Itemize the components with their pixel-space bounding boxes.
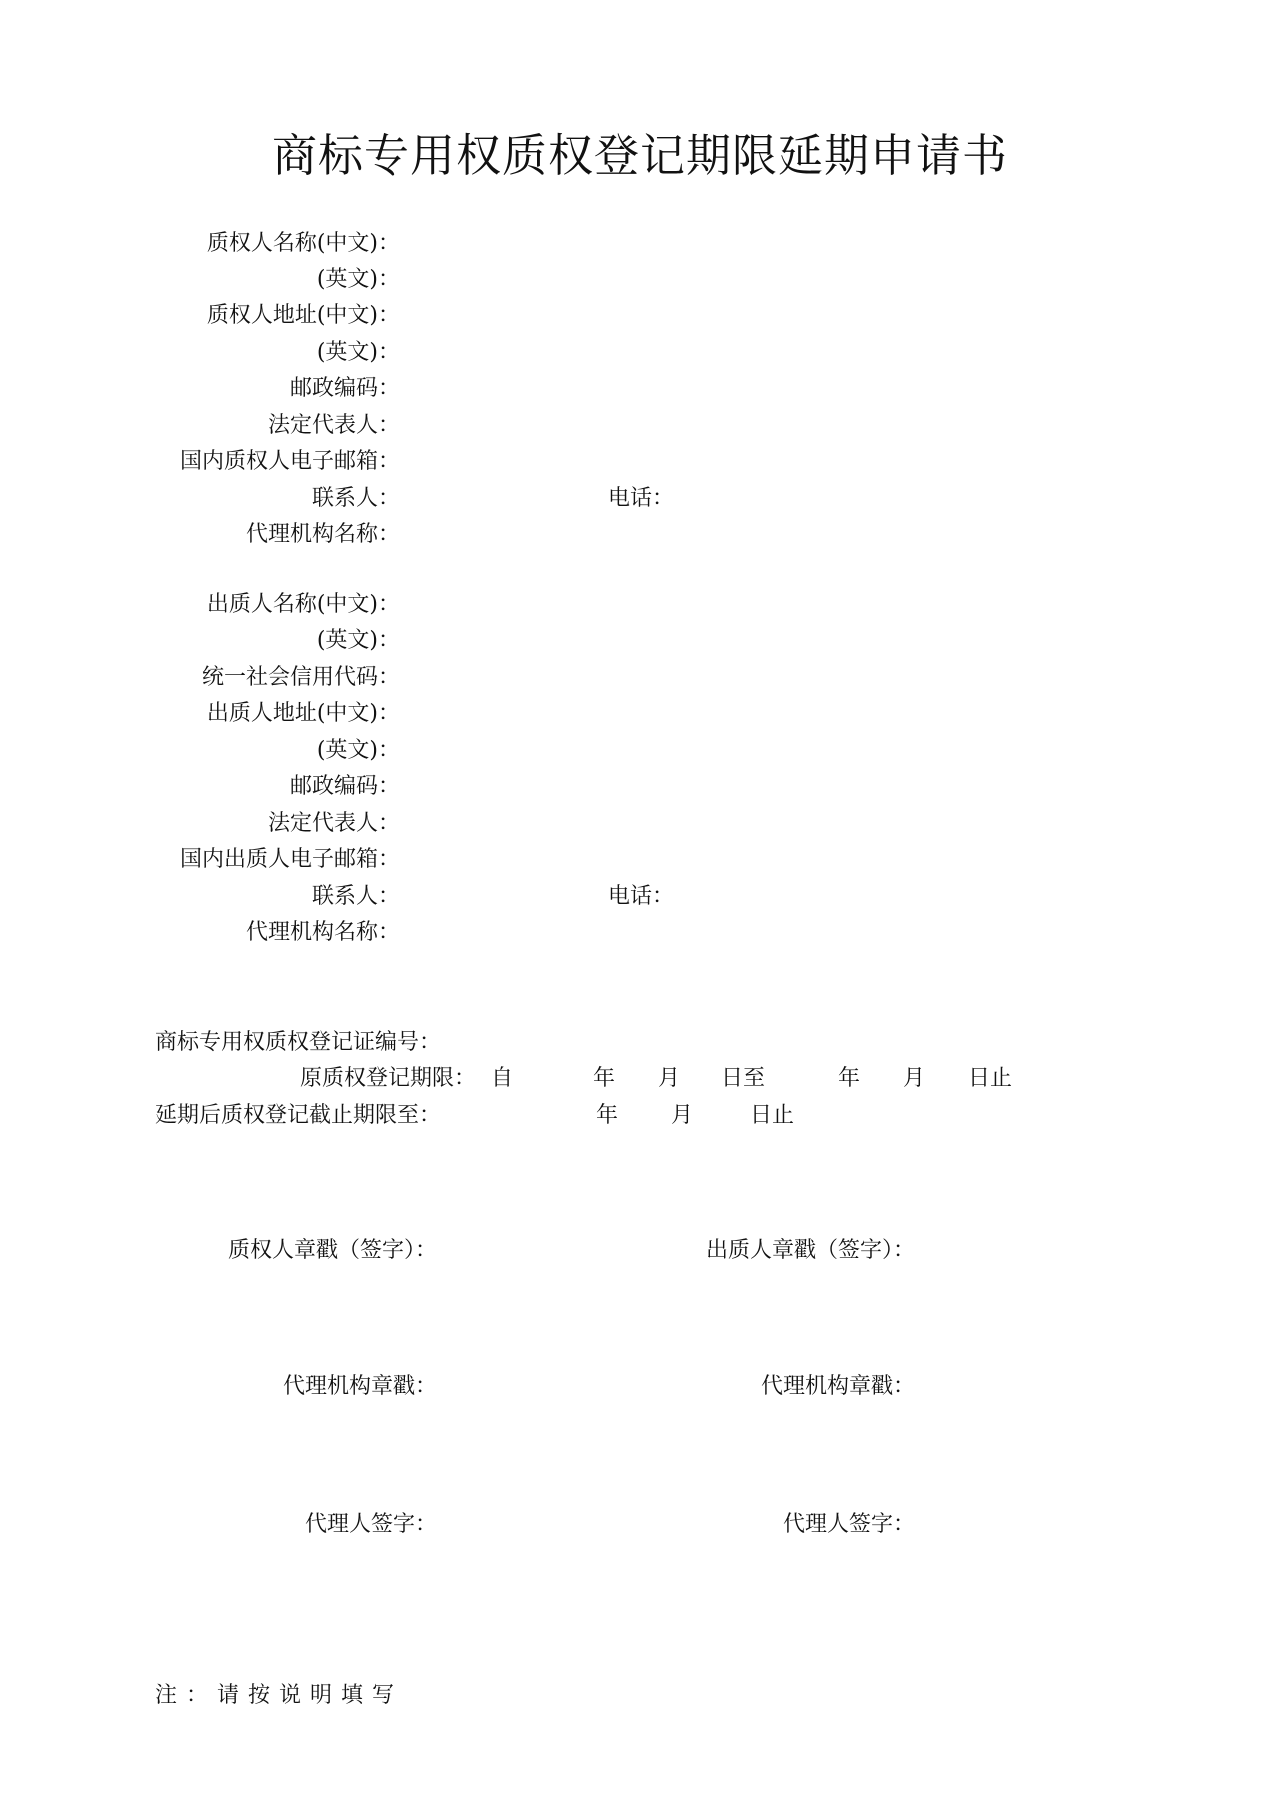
pledgee-address-en-label: (英文)：: [316, 340, 400, 365]
original-end-month: 月: [903, 1066, 926, 1091]
extended-year: 年: [596, 1103, 619, 1128]
pledgor-email-row: [0, 845, 1280, 875]
pledgee-address-cn-label: 质权人地址(中文)：: [206, 303, 400, 328]
agency-seal-left-label: 代理机构章戳：: [282, 1374, 437, 1399]
agency-seal-row: [0, 1372, 1280, 1402]
extended-month: 月: [671, 1103, 694, 1128]
pledgor-name-en-row: [0, 626, 1280, 656]
pledgor-seal-label: 出质人章戳（签字）：: [705, 1238, 915, 1263]
pledgee-address-en-row: [0, 338, 1280, 368]
agent-sign-left-label: 代理人签字：: [304, 1512, 437, 1537]
pledgor-name-cn-label: 出质人名称(中文)：: [206, 592, 400, 617]
pledgee-postcode-label: 邮政编码：: [289, 376, 400, 401]
original-period-row: [0, 1064, 1280, 1094]
original-period-label: 原质权登记期限：: [299, 1066, 476, 1091]
pledgee-postcode-row: [0, 374, 1280, 404]
original-start-year: 年: [593, 1066, 616, 1091]
agent-sign-row: [0, 1510, 1280, 1540]
pledgor-address-en-row: [0, 736, 1280, 766]
pledgee-phone-label: 电话：: [608, 486, 675, 511]
page-title: 商标专用权质权登记期限延期申请书: [271, 129, 1008, 182]
pledgor-postcode-row: [0, 772, 1280, 802]
seal-row: [0, 1236, 1280, 1266]
pledgor-contact-label: 联系人：: [311, 884, 400, 909]
cert-number-label: 商标专用权质权登记证编号：: [155, 1030, 442, 1055]
pledgee-name-en-row: [0, 265, 1280, 295]
pledgor-credit-code-row: [0, 663, 1280, 693]
pledgee-seal-label: 质权人章戳（签字）：: [227, 1238, 437, 1263]
pledgee-email-row: [0, 447, 1280, 477]
pledgee-legal-rep-row: [0, 411, 1280, 441]
pledgee-name-cn-row: [0, 229, 1280, 259]
pledgor-agency-row: [0, 918, 1280, 948]
pledgor-legal-rep-label: 法定代表人：: [267, 811, 400, 836]
pledgee-agency-label: 代理机构名称：: [245, 522, 400, 547]
extended-day: 日止: [750, 1103, 795, 1128]
pledgee-legal-rep-label: 法定代表人：: [267, 413, 400, 438]
pledgee-name-cn-label: 质权人名称(中文)：: [206, 231, 400, 256]
pledgor-agency-label: 代理机构名称：: [245, 920, 400, 945]
pledgee-name-en-label: (英文)：: [316, 267, 400, 292]
pledgee-contact-row: [0, 484, 1280, 514]
agency-seal-right-label: 代理机构章戳：: [760, 1374, 915, 1399]
original-from: 自: [491, 1066, 514, 1091]
pledgor-name-cn-row: [0, 590, 1280, 620]
footnote: 注：请按说明填写: [155, 1683, 404, 1708]
pledgee-contact-label: 联系人：: [311, 486, 400, 511]
pledgor-address-cn-label: 出质人地址(中文)：: [206, 701, 400, 726]
original-start-month: 月: [658, 1066, 681, 1091]
pledgor-phone-label: 电话：: [608, 884, 675, 909]
pledgor-email-label: 国内出质人电子邮箱：: [179, 847, 400, 872]
pledgor-address-en-label: (英文)：: [316, 738, 400, 763]
extended-period-row: [0, 1101, 1280, 1131]
original-start-day-to: 日至: [721, 1066, 766, 1091]
pledgee-agency-row: [0, 520, 1280, 550]
original-end-day: 日止: [968, 1066, 1013, 1091]
extended-period-label: 延期后质权登记截止期限至：: [155, 1103, 442, 1128]
original-end-year: 年: [838, 1066, 861, 1091]
pledgor-address-cn-row: [0, 699, 1280, 729]
pledgor-postcode-label: 邮政编码：: [289, 774, 400, 799]
agent-sign-right-label: 代理人签字：: [782, 1512, 915, 1537]
pledgor-contact-row: [0, 882, 1280, 912]
pledgor-name-en-label: (英文)：: [316, 628, 400, 653]
pledgee-email-label: 国内质权人电子邮箱：: [179, 449, 400, 474]
pledgee-address-cn-row: [0, 301, 1280, 331]
pledgor-credit-code-label: 统一社会信用代码：: [201, 665, 400, 690]
pledgor-legal-rep-row: [0, 809, 1280, 839]
